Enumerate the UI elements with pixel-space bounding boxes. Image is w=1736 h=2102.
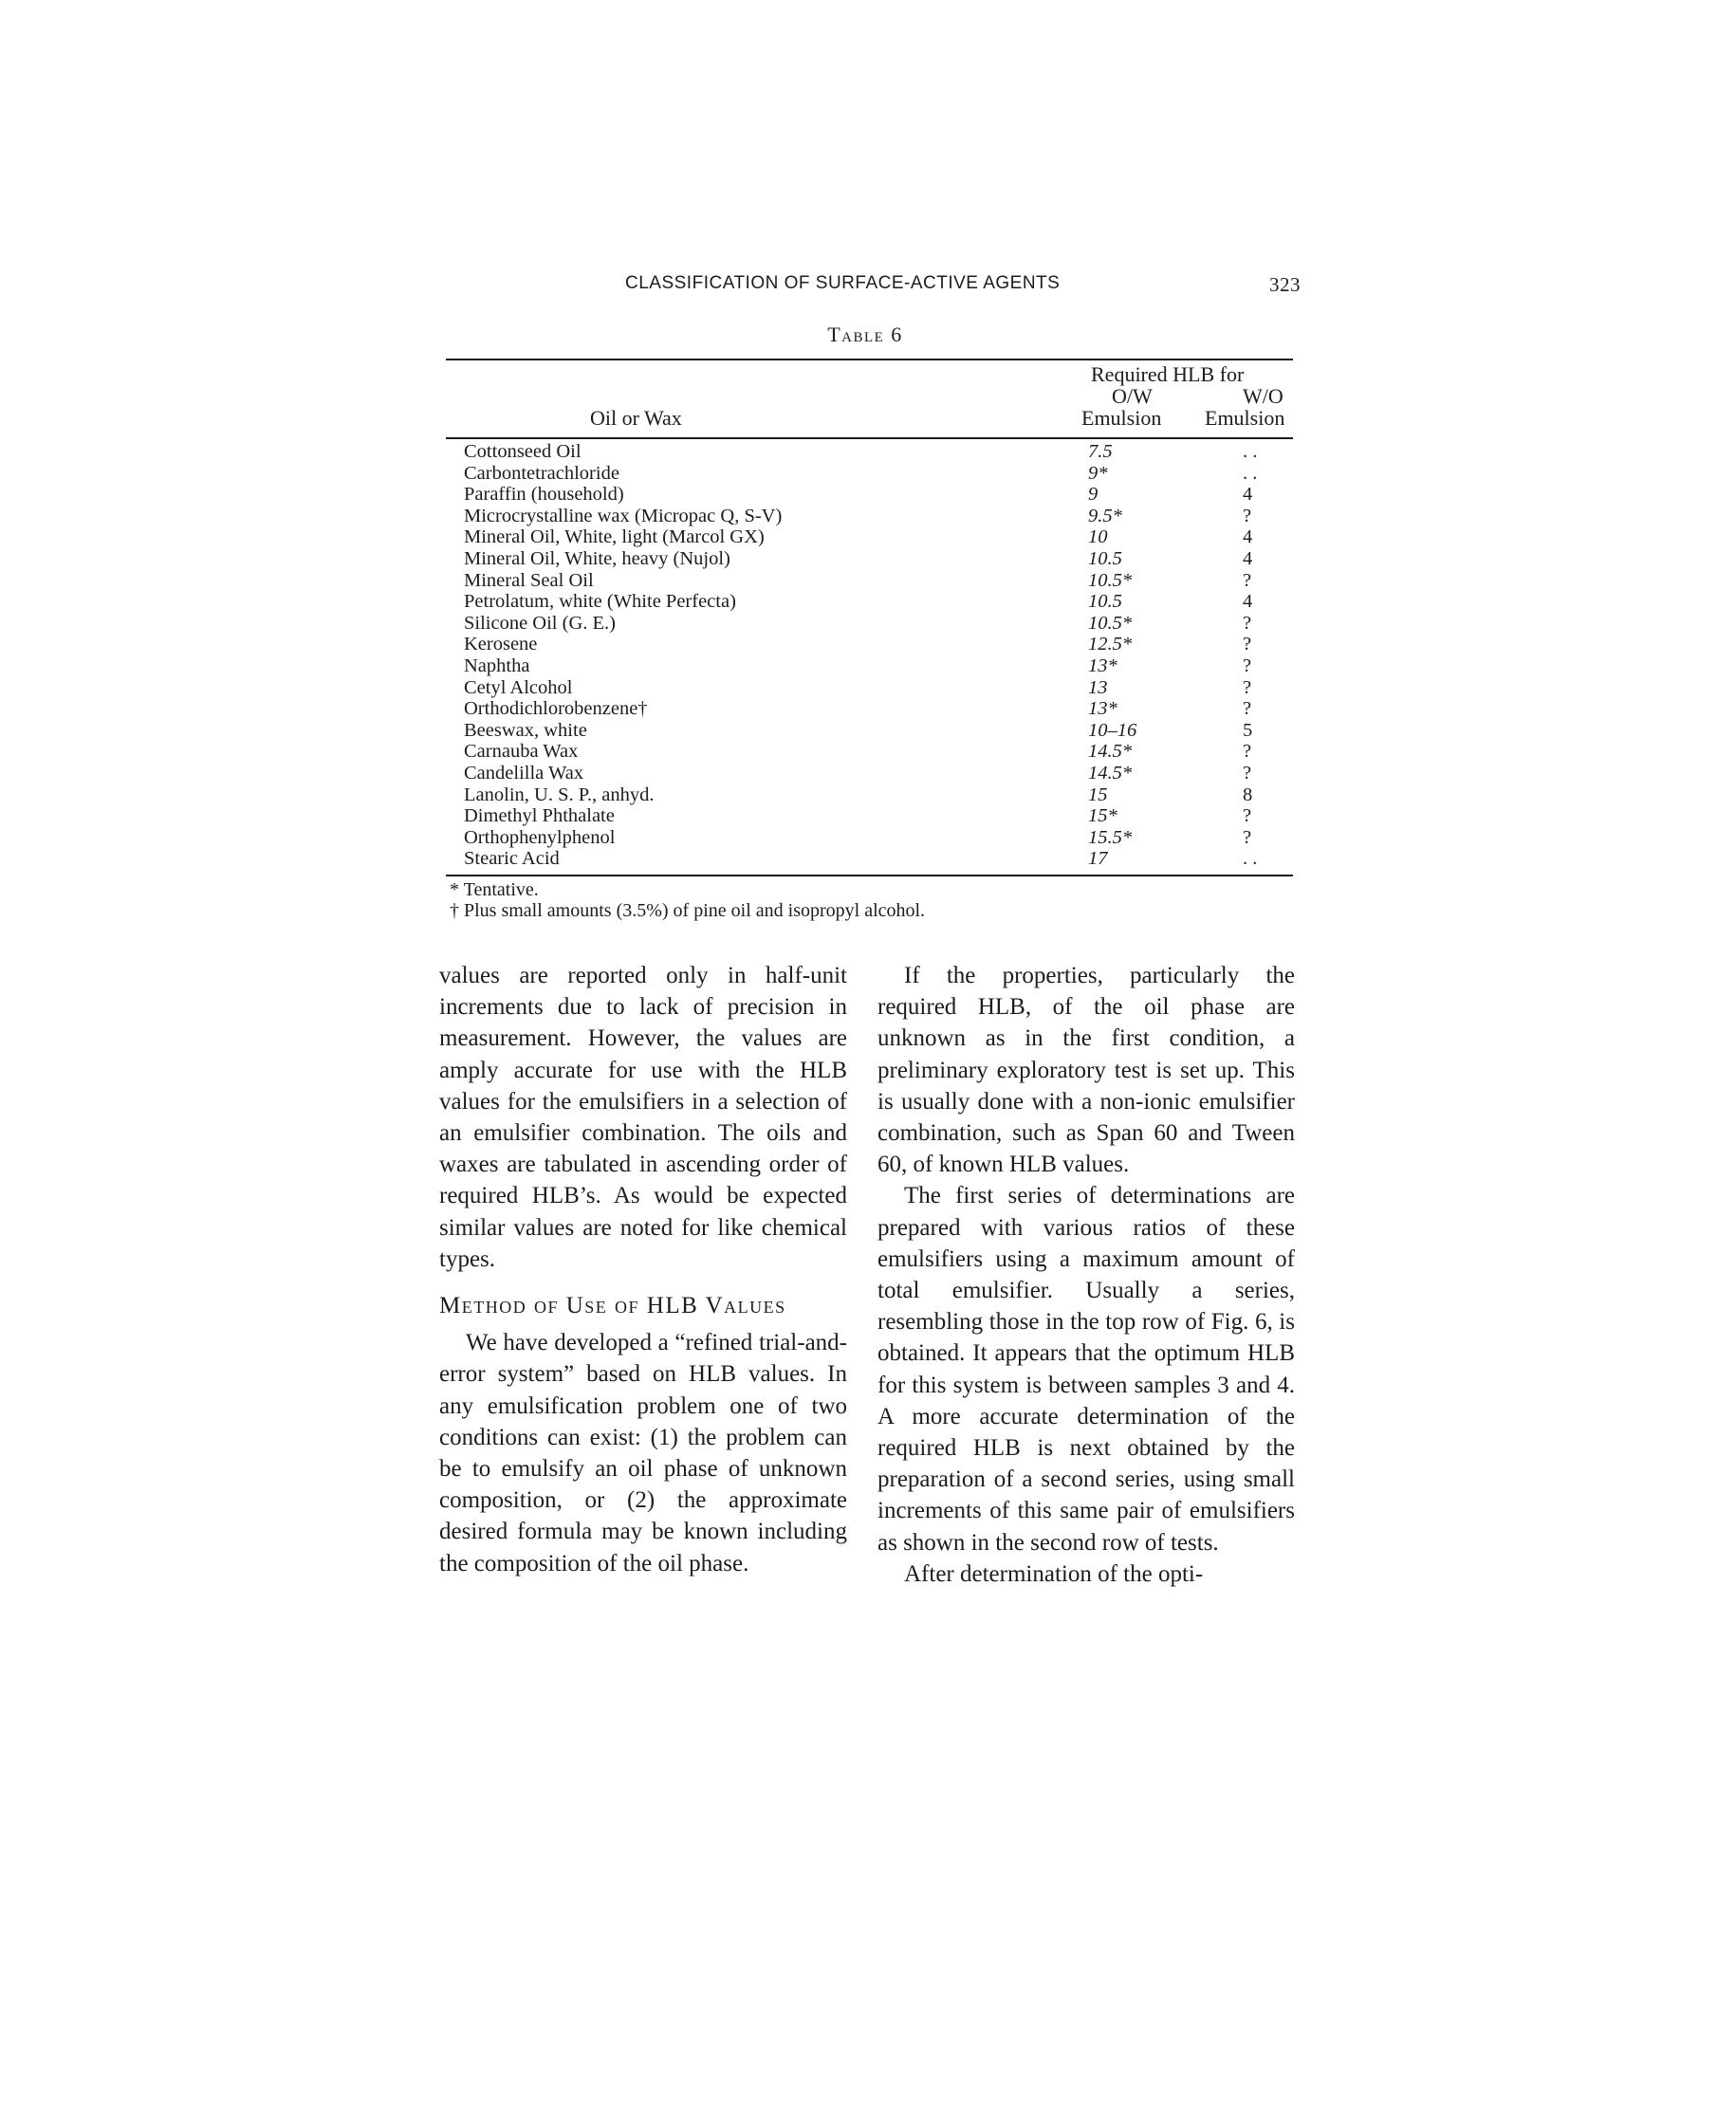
wo-hlb-cell: 4 (1243, 484, 1253, 506)
ow-hlb-cell: 15.5* (1088, 826, 1133, 848)
table-row (464, 526, 1299, 548)
header-wo-emulsion: Emulsion (1205, 406, 1285, 430)
ow-hlb-cell: 14.5* (1088, 762, 1133, 784)
wo-hlb-cell: . . (1243, 462, 1258, 484)
section-heading: Method of Use of HLB Values (439, 1293, 786, 1319)
oil-name-cell: Microcrystalline wax (Micropac Q, S-V) (464, 505, 783, 526)
table-row (464, 805, 1299, 827)
wo-hlb-cell: ? (1243, 762, 1252, 784)
paragraph: The first series of determinations are prepared with various ratios of these emulsifiers using a maximum amount of total emulsifier. Usually a series, resembling those in the top row of Fig. 6, is obtained. It appears that the optimum HLB for this system is between samples 3 and 4. A more accurate determination of the required HLB is next obtained by the preparation of a second series, using small increments of this same pair of emulsifiers as shown in the second row of tests. (877, 1183, 1295, 1556)
wo-hlb-cell: . . (1243, 441, 1258, 462)
ow-hlb-cell: 14.5* (1088, 741, 1133, 763)
oil-name-cell: Mineral Seal Oil (464, 569, 594, 591)
ow-hlb-cell: 10–16 (1088, 719, 1137, 741)
table-row (464, 591, 1299, 613)
header-wo: W/O (1243, 384, 1284, 408)
ow-hlb-cell: 10 (1088, 526, 1108, 548)
table-caption-text: Table 6 (827, 323, 903, 346)
footnote-tentative: * Tentative. (450, 879, 539, 900)
ow-hlb-cell: 13 (1088, 676, 1108, 698)
oil-name-cell: Stearic Acid (464, 848, 560, 870)
oil-name-cell: Carnauba Wax (464, 741, 579, 763)
header-ow: O/W (1112, 384, 1153, 408)
table-body (464, 441, 1299, 870)
table-row (464, 784, 1299, 806)
ow-hlb-cell: 7.5 (1088, 441, 1113, 462)
right-column (877, 960, 1295, 1590)
table-top-rule (446, 359, 1293, 360)
oil-name-cell: Naphtha (464, 655, 530, 676)
wo-hlb-cell: ? (1243, 826, 1252, 848)
table-row (464, 655, 1299, 677)
wo-hlb-cell: ? (1243, 505, 1252, 526)
ow-hlb-cell: 10.5* (1088, 612, 1133, 634)
wo-hlb-cell: 5 (1243, 719, 1253, 741)
oil-name-cell: Beeswax, white (464, 719, 587, 741)
wo-hlb-cell: 4 (1243, 591, 1253, 613)
table-row (464, 548, 1299, 570)
wo-hlb-cell: 4 (1243, 547, 1253, 569)
ow-hlb-cell: 10.5 (1088, 547, 1122, 569)
table-row (464, 677, 1299, 699)
paragraph: values are reported only in half-unit increments due to lack of precision in measurement. However, the values are amply accurate for use with the HLB values for the emulsifiers in a selection of an emulsifier combination. The oils and waxes are tabulated in ascending order of required HLB’s. As would be expected similar values are noted for like chemical types. (439, 963, 847, 1272)
oil-name-cell: Mineral Oil, White, heavy (Nujol) (464, 547, 730, 569)
oil-name-cell: Silicone Oil (G. E.) (464, 612, 616, 634)
oil-name-cell: Orthodichlorobenzene† (464, 698, 648, 720)
ow-hlb-cell: 15* (1088, 805, 1117, 827)
oil-name-cell: Cetyl Alcohol (464, 676, 573, 698)
wo-hlb-cell: ? (1243, 569, 1252, 591)
table-row (464, 848, 1299, 870)
table-row (464, 634, 1299, 655)
left-column (439, 960, 847, 1579)
header-ow-emulsion: Emulsion (1081, 406, 1162, 430)
footnote-dagger: † Plus small amounts (3.5%) of pine oil and isopropyl alcohol. (450, 900, 926, 921)
ow-hlb-cell: 13* (1088, 655, 1117, 676)
paragraph: After determination of the opti- (904, 1560, 1204, 1587)
header-oil-or-wax: Oil or Wax (590, 406, 682, 430)
paragraph: If the properties, particularly the required HLB, of the oil phase are unknown as in the first condition, a preliminary exploratory test is set up. This is usually done with a non-ionic emulsifier combination, such as Span 60 and Tween 60, of known HLB values. (877, 963, 1295, 1178)
table-header-rule (446, 437, 1293, 439)
ow-hlb-cell: 9* (1088, 462, 1108, 484)
wo-hlb-cell: ? (1243, 634, 1252, 655)
oil-name-cell: Orthophenylphenol (464, 826, 616, 848)
table-row (464, 613, 1299, 635)
wo-hlb-cell: ? (1243, 698, 1252, 720)
table-row (464, 570, 1299, 592)
table-row (464, 698, 1299, 720)
oil-name-cell: Petrolatum, white (White Perfecta) (464, 591, 736, 613)
oil-name-cell: Cottonseed Oil (464, 441, 582, 462)
wo-hlb-cell: ? (1243, 655, 1252, 676)
paragraph: We have developed a “refined trial-and-error system” based on HLB values. In any emulsification problem one of two conditions can exist: (1) the problem can be to emulsify an oil phase of unknown composition, or (2) the approximate desired formula may be known including the composition of the oil phase. (439, 1330, 847, 1576)
wo-hlb-cell: ? (1243, 612, 1252, 634)
table-row (464, 484, 1299, 506)
oil-name-cell: Dimethyl Phthalate (464, 805, 615, 827)
table-row (464, 763, 1299, 784)
wo-hlb-cell: 8 (1243, 784, 1253, 805)
oil-name-cell: Mineral Oil, White, light (Marcol GX) (464, 526, 765, 548)
oil-name-cell: Carbontetrachloride (464, 462, 619, 484)
page-number: 323 (1269, 273, 1301, 296)
header-required-hlb: Required HLB for (1091, 362, 1245, 386)
oil-name-cell: Kerosene (464, 634, 538, 655)
ow-hlb-cell: 9 (1088, 484, 1099, 506)
oil-name-cell: Candelilla Wax (464, 762, 584, 784)
table-footnotes (446, 879, 925, 921)
wo-hlb-cell: ? (1243, 741, 1252, 763)
table-row (464, 827, 1299, 849)
ow-hlb-cell: 15 (1088, 784, 1108, 805)
running-head-title: CLASSIFICATION OF SURFACE-ACTIVE AGENTS (625, 273, 1061, 293)
wo-hlb-cell: ? (1243, 805, 1252, 827)
wo-hlb-cell: 4 (1243, 526, 1253, 548)
oil-name-cell: Paraffin (household) (464, 484, 624, 506)
table-caption (0, 323, 1736, 347)
table-bottom-rule (446, 875, 1293, 876)
ow-hlb-cell: 13* (1088, 698, 1117, 720)
wo-hlb-cell: . . (1243, 848, 1258, 870)
ow-hlb-cell: 17 (1088, 848, 1108, 870)
wo-hlb-cell: ? (1243, 676, 1252, 698)
oil-name-cell: Lanolin, U. S. P., anhyd. (464, 784, 655, 805)
table-row (464, 720, 1299, 742)
running-head (0, 273, 1736, 302)
table-row (464, 441, 1299, 463)
table-row (464, 463, 1299, 485)
ow-hlb-cell: 10.5 (1088, 591, 1122, 613)
ow-hlb-cell: 12.5* (1088, 634, 1133, 655)
ow-hlb-cell: 10.5* (1088, 569, 1133, 591)
table-row (464, 506, 1299, 527)
table-row (464, 741, 1299, 763)
ow-hlb-cell: 9.5* (1088, 505, 1122, 526)
